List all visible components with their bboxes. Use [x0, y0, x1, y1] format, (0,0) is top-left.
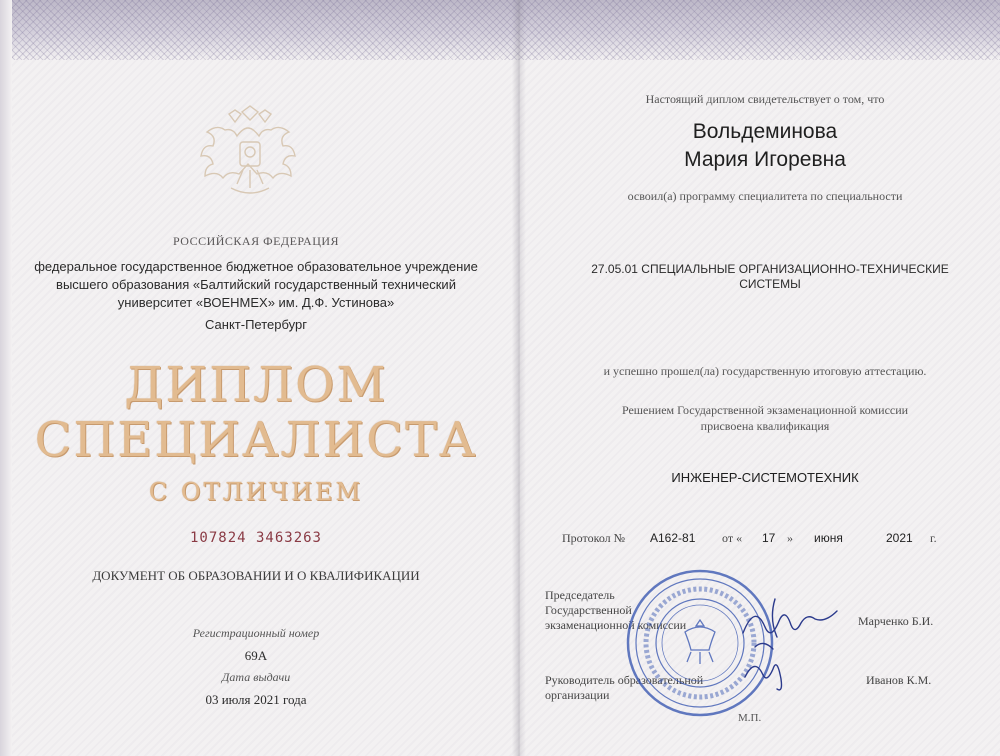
registration-number: 69А	[244, 648, 268, 663]
issue-date: 03 июля 2021 года	[205, 692, 307, 707]
decision-line: присвоена квалификация	[700, 419, 830, 433]
protocol-label: Протокол №	[562, 531, 626, 545]
graduate-surname: Вольдеминова	[692, 120, 838, 143]
center-fold	[512, 0, 526, 756]
protocol-month: июня	[814, 531, 843, 545]
specialty	[540, 262, 1000, 292]
coat-of-arms-icon	[195, 100, 305, 210]
registration-label: Регистрационный номер	[192, 626, 320, 640]
honors-label: С ОТЛИЧИЕМ	[148, 478, 364, 506]
signature-icon	[735, 585, 845, 695]
institution-line: высшего образования «Балтийский государственный технический	[56, 277, 456, 292]
head-title-line: Руководитель образовательной	[545, 673, 704, 687]
qualification: ИНЖЕНЕР-СИСТЕМОТЕХНИК	[671, 470, 859, 485]
chair-title-line: Государственной	[545, 603, 632, 617]
certify-intro: Настоящий диплом свидетельствует о том, что	[645, 92, 885, 106]
program-statement: освоил(а) программу специалитета по специальности	[627, 189, 903, 203]
country-label: РОССИЙСКАЯ ФЕДЕРАЦИЯ	[172, 234, 340, 248]
protocol-day: 17	[762, 531, 776, 545]
document-type: ДОКУМЕНТ ОБ ОБРАЗОВАНИИ И О КВАЛИФИКАЦИИ	[92, 568, 420, 583]
diploma-title: ДИПЛОМ	[124, 357, 388, 413]
stamp-place-label: М.П.	[738, 712, 762, 724]
protocol-date-prefix: от «	[722, 531, 743, 545]
serial-number: 107824 3463263	[189, 530, 322, 546]
diploma-title-specialist: СПЕЦИАЛИСТА	[34, 412, 478, 468]
chair-title-line: экзаменационной комиссии	[545, 618, 687, 632]
institution-name	[0, 258, 512, 312]
institution-line: университет «ВОЕНМЕХ» им. Д.Ф. Устинова»	[117, 295, 395, 310]
head-name: Иванов К.М.	[866, 673, 932, 687]
protocol-year: 2021	[886, 531, 913, 545]
chair-name: Марченко Б.И.	[858, 614, 934, 628]
attestation-statement: и успешно прошел(ла) государственную итоговую аттестацию.	[603, 364, 927, 378]
specialty-line: 27.05.01 СПЕЦИАЛЬНЫЕ ОРГАНИЗАЦИОННО-ТЕХНИЧЕСКИЕ	[591, 262, 949, 276]
head-title-line: организации	[545, 688, 610, 702]
security-pattern-band	[0, 0, 1000, 60]
protocol-year-suffix: г.	[930, 531, 937, 545]
city-label: Санкт-Петербург	[205, 317, 307, 332]
issue-date-label: Дата выдачи	[221, 670, 291, 684]
protocol-quote-close: »	[787, 531, 793, 545]
graduate-given-names: Мария Игоревна	[684, 148, 846, 171]
protocol-number: А162-81	[650, 531, 696, 545]
specialty-line: СИСТЕМЫ	[739, 277, 801, 291]
chair-title-line: Председатель	[545, 588, 615, 602]
institution-line: федеральное государственное бюджетное образовательное учреждение	[34, 259, 478, 274]
decision-line: Решением Государственной экзаменационной комиссии	[621, 403, 909, 417]
commission-decision	[530, 402, 1000, 434]
